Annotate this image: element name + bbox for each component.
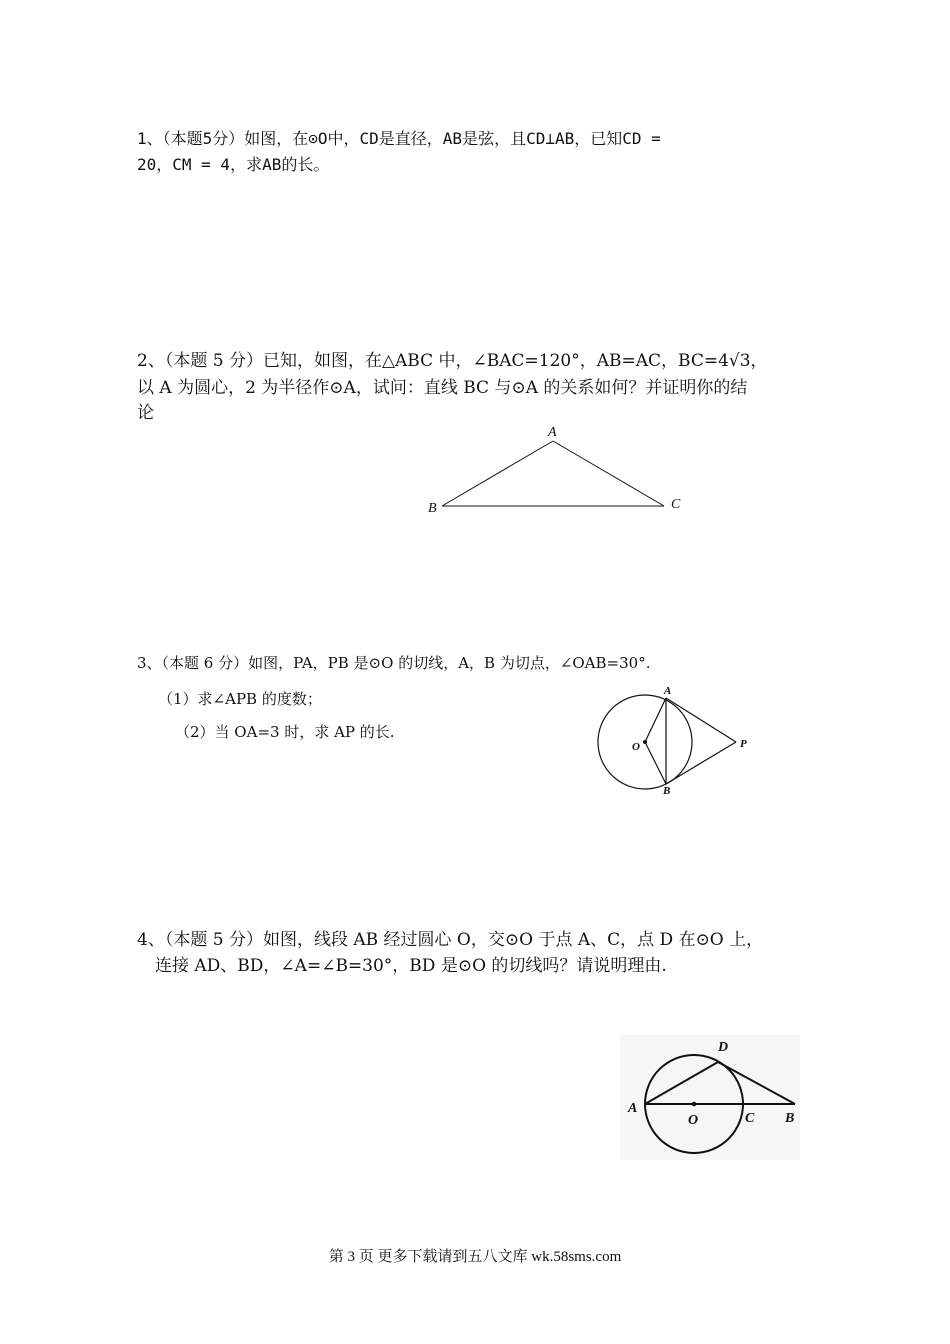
figure-label-a: A (548, 425, 557, 440)
problem-1-line-1: 1、（本题5分）如图，在⊙O中，CD是直径，AB是弦，且CD⊥AB，已知CD = (137, 129, 661, 148)
problem-3-line-2: （1）求∠APB 的度数； (158, 690, 322, 708)
figure-label-p: P (740, 738, 747, 750)
problem-4-line-2: 连接 AD、BD，∠A=∠B=30°，BD 是⊙O 的切线吗？请说明理由. (155, 956, 667, 976)
figure-label-c: C (671, 497, 681, 512)
page-footer: 第 3 页 更多下载请到五八文库 wk.58sms.com (328, 1249, 622, 1265)
figure-label-a: A (628, 1101, 638, 1116)
circle-tangent-figure (620, 1035, 805, 1160)
figure-label-c: C (745, 1111, 755, 1126)
problem-1-line-2: 20，CM = 4，求AB的长。 (137, 155, 330, 174)
problem-2-line-2: 以 A 为圆心，2 为半径作⊙A，试问：直线 BC 与⊙A 的关系如何？并证明你的结 (137, 378, 748, 398)
figure-label-o: O (632, 741, 640, 753)
tangent-circle-figure (590, 680, 760, 800)
figure-label-d: D (718, 1040, 729, 1055)
figure-label-o: O (688, 1113, 699, 1128)
figure-label-a: A (664, 685, 672, 697)
problem-2-line-1: 2、（本题 5 分）已知，如图，在△ABC 中，∠BAC=120°，AB=AC，BC=4√3， (137, 351, 768, 371)
figure-label-b: B (663, 785, 671, 797)
problem-2-line-3: 论 (137, 403, 154, 423)
figure-label-b: B (428, 501, 437, 516)
figure-label-b: B (785, 1111, 795, 1126)
triangle-figure (420, 420, 700, 520)
problem-3-line-3: （2）当 OA=3 时，求 AP 的长. (175, 723, 395, 741)
problem-4-line-1: 4、（本题 5 分）如图，线段 AB 经过圆心 O，交⊙O 于点 A、C，点 D 在⊙O 上， (137, 930, 764, 950)
problem-3-line-1: 3、（本题 6 分）如图，PA，PB 是⊙O 的切线，A，B 为切点，∠OAB=30°. (137, 654, 651, 672)
